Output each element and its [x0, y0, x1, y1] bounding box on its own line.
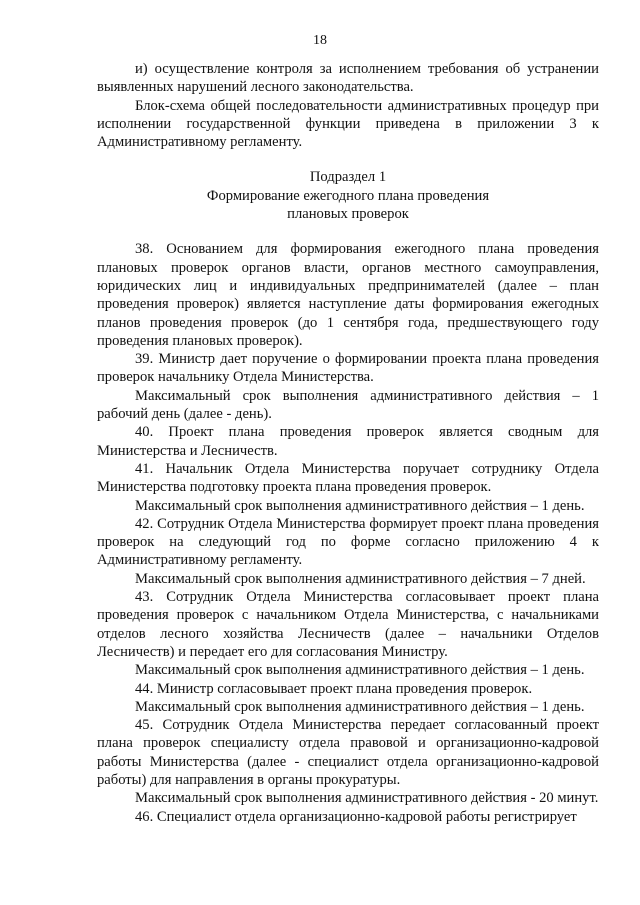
- paragraph-46: 46. Специалист отдела организационно-кадровой работы регистрирует: [135, 808, 577, 825]
- deadline-paragraph: Максимальный срок выполнения административного действия – 1 день.: [135, 497, 585, 514]
- paragraph-43: 43. Сотрудник Отдела Министерства согласовывает проект плана проведения проверок с начальником Отдела Министерства, с начальниками отделов лесного хозяйства Лесничеств (далее – начальники Отделов Лесничеств) и передает его для согласования Министру.: [97, 589, 599, 660]
- deadline-paragraph: Максимальный срок выполнения административного действия – 1 день.: [135, 698, 585, 715]
- spacer: [97, 151, 599, 168]
- paragraph-44: 44. Министр согласовывает проект плана проведения проверок.: [135, 680, 533, 697]
- deadline-paragraph: Максимальный срок выполнения административного действия – 1 день.: [135, 662, 585, 679]
- deadline-paragraph: Максимальный срок выполнения административного действия – 7 дней.: [135, 570, 586, 587]
- document-body: [97, 60, 599, 826]
- intro-paragraph-2: Блок-схема общей последовательности административных процедур при исполнении государственной функции приведена в приложении 3 к Административному регламенту.: [97, 97, 599, 151]
- spacer: [97, 223, 599, 240]
- paragraph-41: 41. Начальник Отдела Министерства поручает сотруднику Отдела Министерства подготовку проекта плана проведения проверок.: [97, 460, 599, 496]
- paragraph-38: 38. Основанием для формирования ежегодного плана проведения плановых проверок органов власти, органов местного самоуправления, юридических лиц и индивидуальных предпринимателей (далее – план проведения проверок) является наступление даты формирования ежегодных планов проведения проверок (до 1 сентября года, предшествующего году проведения плановых проверок).: [97, 241, 599, 349]
- subsection-title: Подраздел 1: [309, 169, 387, 186]
- deadline-paragraph: Максимальный срок выполнения административного действия – 1 рабочий день (далее - день).: [97, 387, 599, 423]
- subsection-subtitle-line-2: плановых проверок: [287, 206, 409, 223]
- paragraph-40: 40. Проект плана проведения проверок является сводным для Министерства и Лесничеств.: [97, 424, 599, 459]
- paragraph-39: 39. Министр дает поручение о формировании проекта плана проведения проверок начальнику Отдела Министерства.: [97, 351, 599, 386]
- deadline-paragraph: Максимальный срок выполнения административного действия - 20 минут.: [135, 790, 599, 807]
- intro-paragraph-1: и) осуществление контроля за исполнением требования об устранении выявленных нарушений лесного законодательства.: [97, 61, 599, 96]
- subsection-subtitle-line-1: Формирование ежегодного плана проведения: [206, 187, 490, 204]
- paragraph-45: 45. Сотрудник Отдела Министерства передает согласованный проект плана проверок специалисту отдела правовой и организационно-кадровой работы Министерства (далее - специалист отдела организационно-кадровой работы) для направления в органы прокуратуры.: [97, 717, 599, 788]
- paragraph-42: 42. Сотрудник Отдела Министерства формирует проект плана проведения проверок на следующий год по форме согласно приложению 4 к Административному регламенту.: [97, 515, 599, 569]
- page-number: 18: [313, 33, 327, 48]
